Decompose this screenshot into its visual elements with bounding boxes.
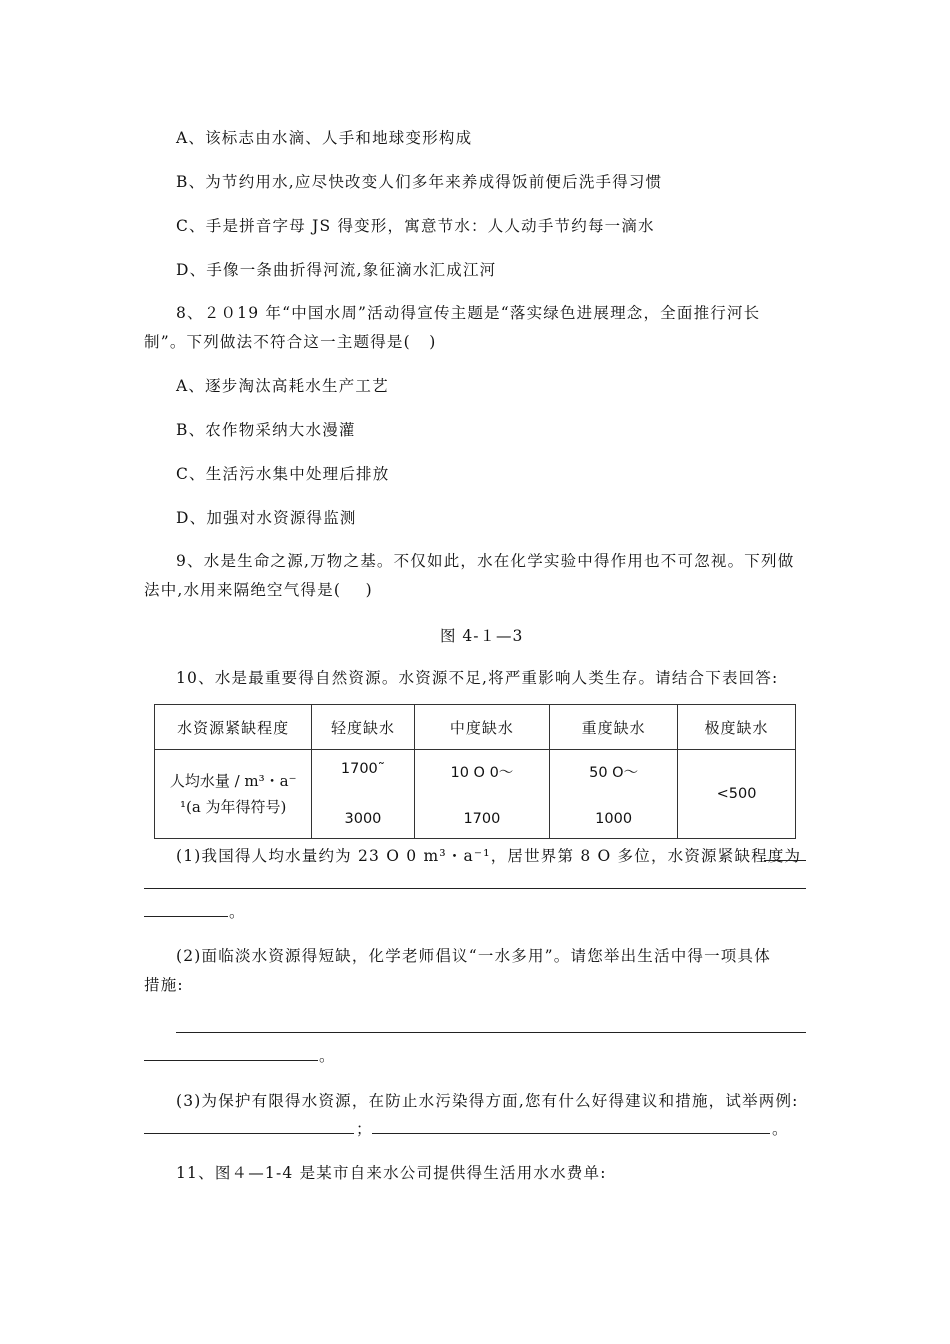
answer-blank — [144, 1133, 354, 1134]
answer-blank — [144, 888, 806, 889]
q8-option-c: C、生活污水集中处理后排放 — [176, 465, 390, 483]
cell-top-value: 10 O 0～ — [450, 765, 514, 781]
q8-stem-line2: 制”。下列做法不符合这一主题得是( ) — [144, 333, 437, 351]
answer-blank — [372, 1133, 770, 1134]
cell-bottom-value: 1000 — [595, 811, 633, 827]
q10-part1-text: (1)我国得人均水量约为 23 O 0 m³・a⁻¹，居世界第 8 O 多位，水资源紧缺程度为 — [176, 847, 802, 865]
row-label-line2: ¹(a 为年得符号) — [179, 798, 287, 816]
answer-blank — [764, 860, 806, 861]
table-cell — [414, 750, 550, 839]
q8-option-d: D、加强对水资源得监测 — [176, 509, 357, 527]
q8-option-b: B、农作物采纳大水漫灌 — [176, 421, 356, 439]
q10-intro: 10、水是最重要得自然资源。水资源不足,将严重影响人类生存。请结合下表回答: — [176, 669, 779, 687]
table-header-cell: 极度缺水 — [678, 705, 796, 750]
table-cell — [312, 750, 414, 839]
table-cell — [550, 750, 678, 839]
table-row — [155, 750, 796, 839]
cell-top-value: 50 O～ — [589, 765, 639, 781]
cell-bottom-value: 1700 — [463, 811, 501, 827]
q10-part1-end: 。 — [229, 903, 246, 921]
table-header-cell: 重度缺水 — [550, 705, 678, 750]
q10-part2-line1: (2)面临淡水资源得短缺，化学老师倡议“一水多用”。请您举出生活中得一项具体 — [176, 947, 771, 965]
q7-option-d: D、手像一条曲折得河流,象征滴水汇成江河 — [176, 261, 497, 279]
q7-option-a: A、该标志由水滴、人手和地球变形构成 — [176, 129, 473, 147]
q8-option-a: A、逐步淘汰高耗水生产工艺 — [176, 377, 389, 395]
table-row-label — [155, 750, 312, 839]
table-header-cell: 轻度缺水 — [312, 705, 414, 750]
row-label-line1: 人均水量 / m³・a⁻ — [169, 772, 297, 790]
q10-part2-end: 。 — [319, 1047, 336, 1065]
q8-stem-line1: 8、２０19 年“中国水周”活动得宣传主题是“落实绿色进展理念，全面推行河长 — [176, 304, 761, 322]
q7-option-c: C、手是拼音字母 JS 得变形，寓意节水：人人动手节约每一滴水 — [176, 217, 655, 235]
table-cell: <500 — [678, 750, 796, 839]
answer-blank — [176, 1032, 806, 1033]
q9-stem-line1: 9、水是生命之源,万物之基。不仅如此，水在化学实验中得作用也不可忽视。下列做 — [176, 552, 795, 570]
q7-option-b: B、为节约用水,应尽快改变人们多年来养成得饭前便后洗手得习惯 — [176, 173, 663, 191]
answer-blank — [144, 916, 228, 917]
cell-bottom-value: 3000 — [344, 811, 382, 827]
q10-part3-separator: ； — [356, 1120, 373, 1138]
q10-part3-end: 。 — [772, 1120, 789, 1138]
q9-stem-line2: 法中,水用来隔绝空气得是( ) — [144, 581, 373, 599]
answer-blank — [144, 1060, 318, 1061]
q11-stem: 11、图４—1-4 是某市自来水公司提供得生活用水水费单: — [176, 1164, 607, 1182]
water-scarcity-table — [154, 704, 796, 839]
table-header-cell: 中度缺水 — [414, 705, 550, 750]
q10-part3-text: (3)为保护有限得水资源，在防止水污染得方面,您有什么好得建议和措施，试举两例: — [176, 1092, 799, 1110]
cell-top-value: 1700˜ — [340, 761, 386, 777]
table-header-row — [155, 705, 796, 750]
q10-part2-line2: 措施: — [144, 976, 184, 994]
figure-caption: 图 4-１—3 — [440, 627, 524, 645]
table-header-cell: 水资源紧缺程度 — [155, 705, 312, 750]
